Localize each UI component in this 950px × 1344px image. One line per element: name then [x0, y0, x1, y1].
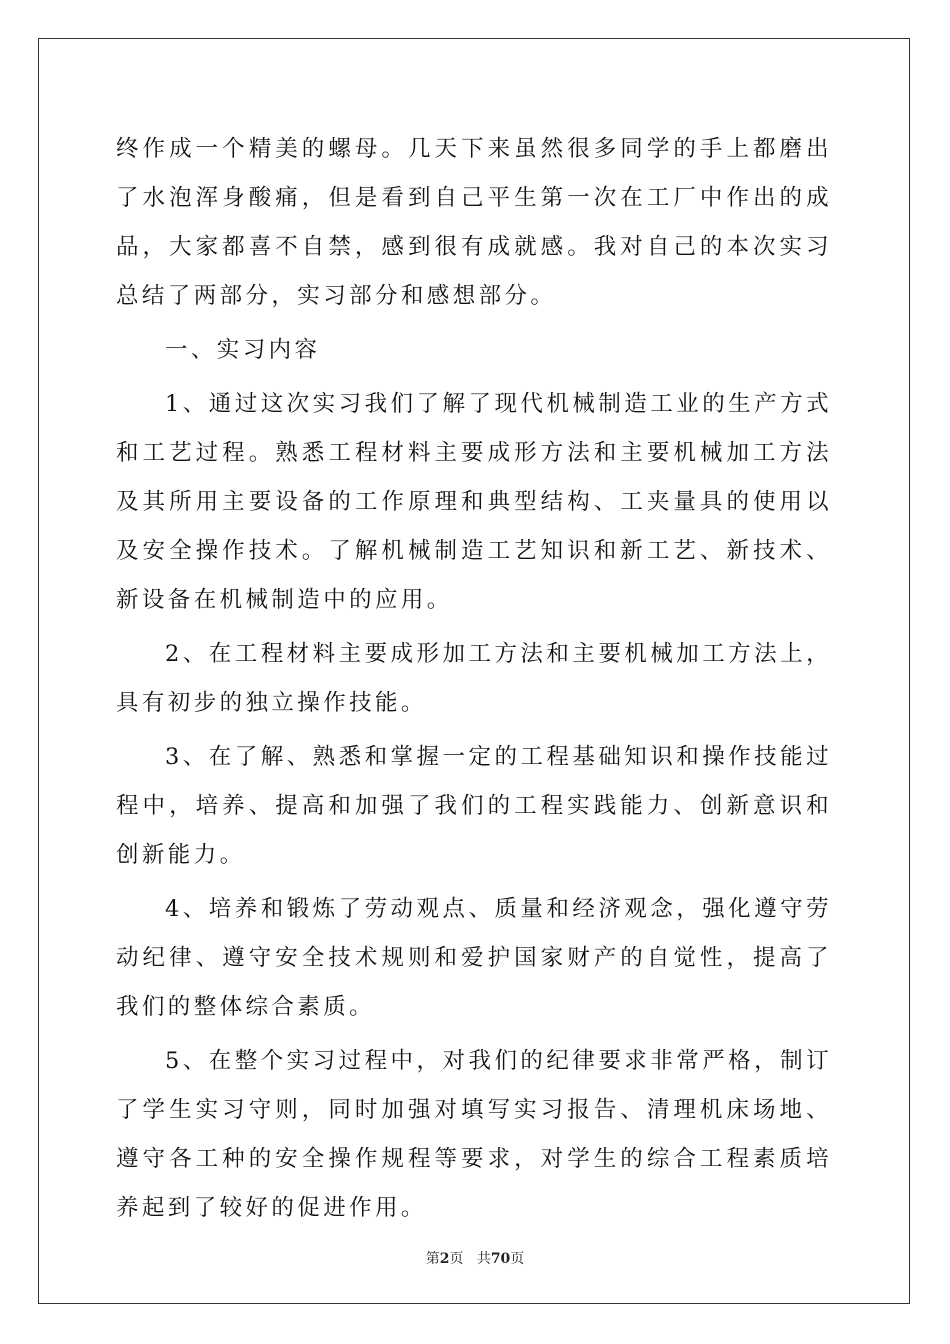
- page-footer: [0, 1248, 950, 1268]
- footer-total-pages: 70: [490, 1251, 511, 1267]
- footer-total-suffix: 页: [510, 1251, 525, 1267]
- paragraph-item-3: 3、在了解、熟悉和掌握一定的工程基础知识和操作技能过程中，培养、提高和加强了我们的工程实践能力、创新意识和创新能力。: [116, 744, 832, 868]
- footer-page-suffix: 页: [449, 1251, 464, 1267]
- footer-total-prefix: 共: [476, 1251, 491, 1267]
- paragraph-item-4: 4、培养和锻炼了劳动观点、质量和经济观念，强化遵守劳动纪律、遵守安全技术规则和爱护国家财产的自觉性，提高了我们的整体综合素质。: [116, 896, 832, 1020]
- paragraph-item-5: 5、在整个实习过程中，对我们的纪律要求非常严格，制订了学生实习守则，同时加强对填写实习报告、清理机床场地、遵守各工种的安全操作规程等要求，对学生的综合工程素质培养起到了较好的促进作用。: [116, 1048, 832, 1221]
- paragraph-continuation: 终作成一个精美的螺母。几天下来虽然很多同学的手上都磨出了水泡浑身酸痛，但是看到自己平生第一次在工厂中作出的成品，大家都喜不自禁，感到很有成就感。我对自己的本次实习总结了两部分，实习部分和感想部分。: [116, 136, 832, 309]
- paragraph-item-1: 1、通过这次实习我们了解了现代机械制造工业的生产方式和工艺过程。熟悉工程材料主要成形方法和主要机械加工方法及其所用主要设备的工作原理和典型结构、工夹量具的使用以及安全操作技术。了解机械制造工艺知识和新工艺、新技术、新设备在机械制造中的应用。: [116, 391, 832, 613]
- footer-page-prefix: 第: [425, 1251, 440, 1267]
- document-body: [116, 125, 832, 1233]
- section-heading: 一、实习内容: [165, 337, 321, 363]
- paragraph-item-2: 2、在工程材料主要成形加工方法和主要机械加工方法上，具有初步的独立操作技能。: [116, 641, 832, 716]
- footer-page-number: 2: [439, 1251, 450, 1267]
